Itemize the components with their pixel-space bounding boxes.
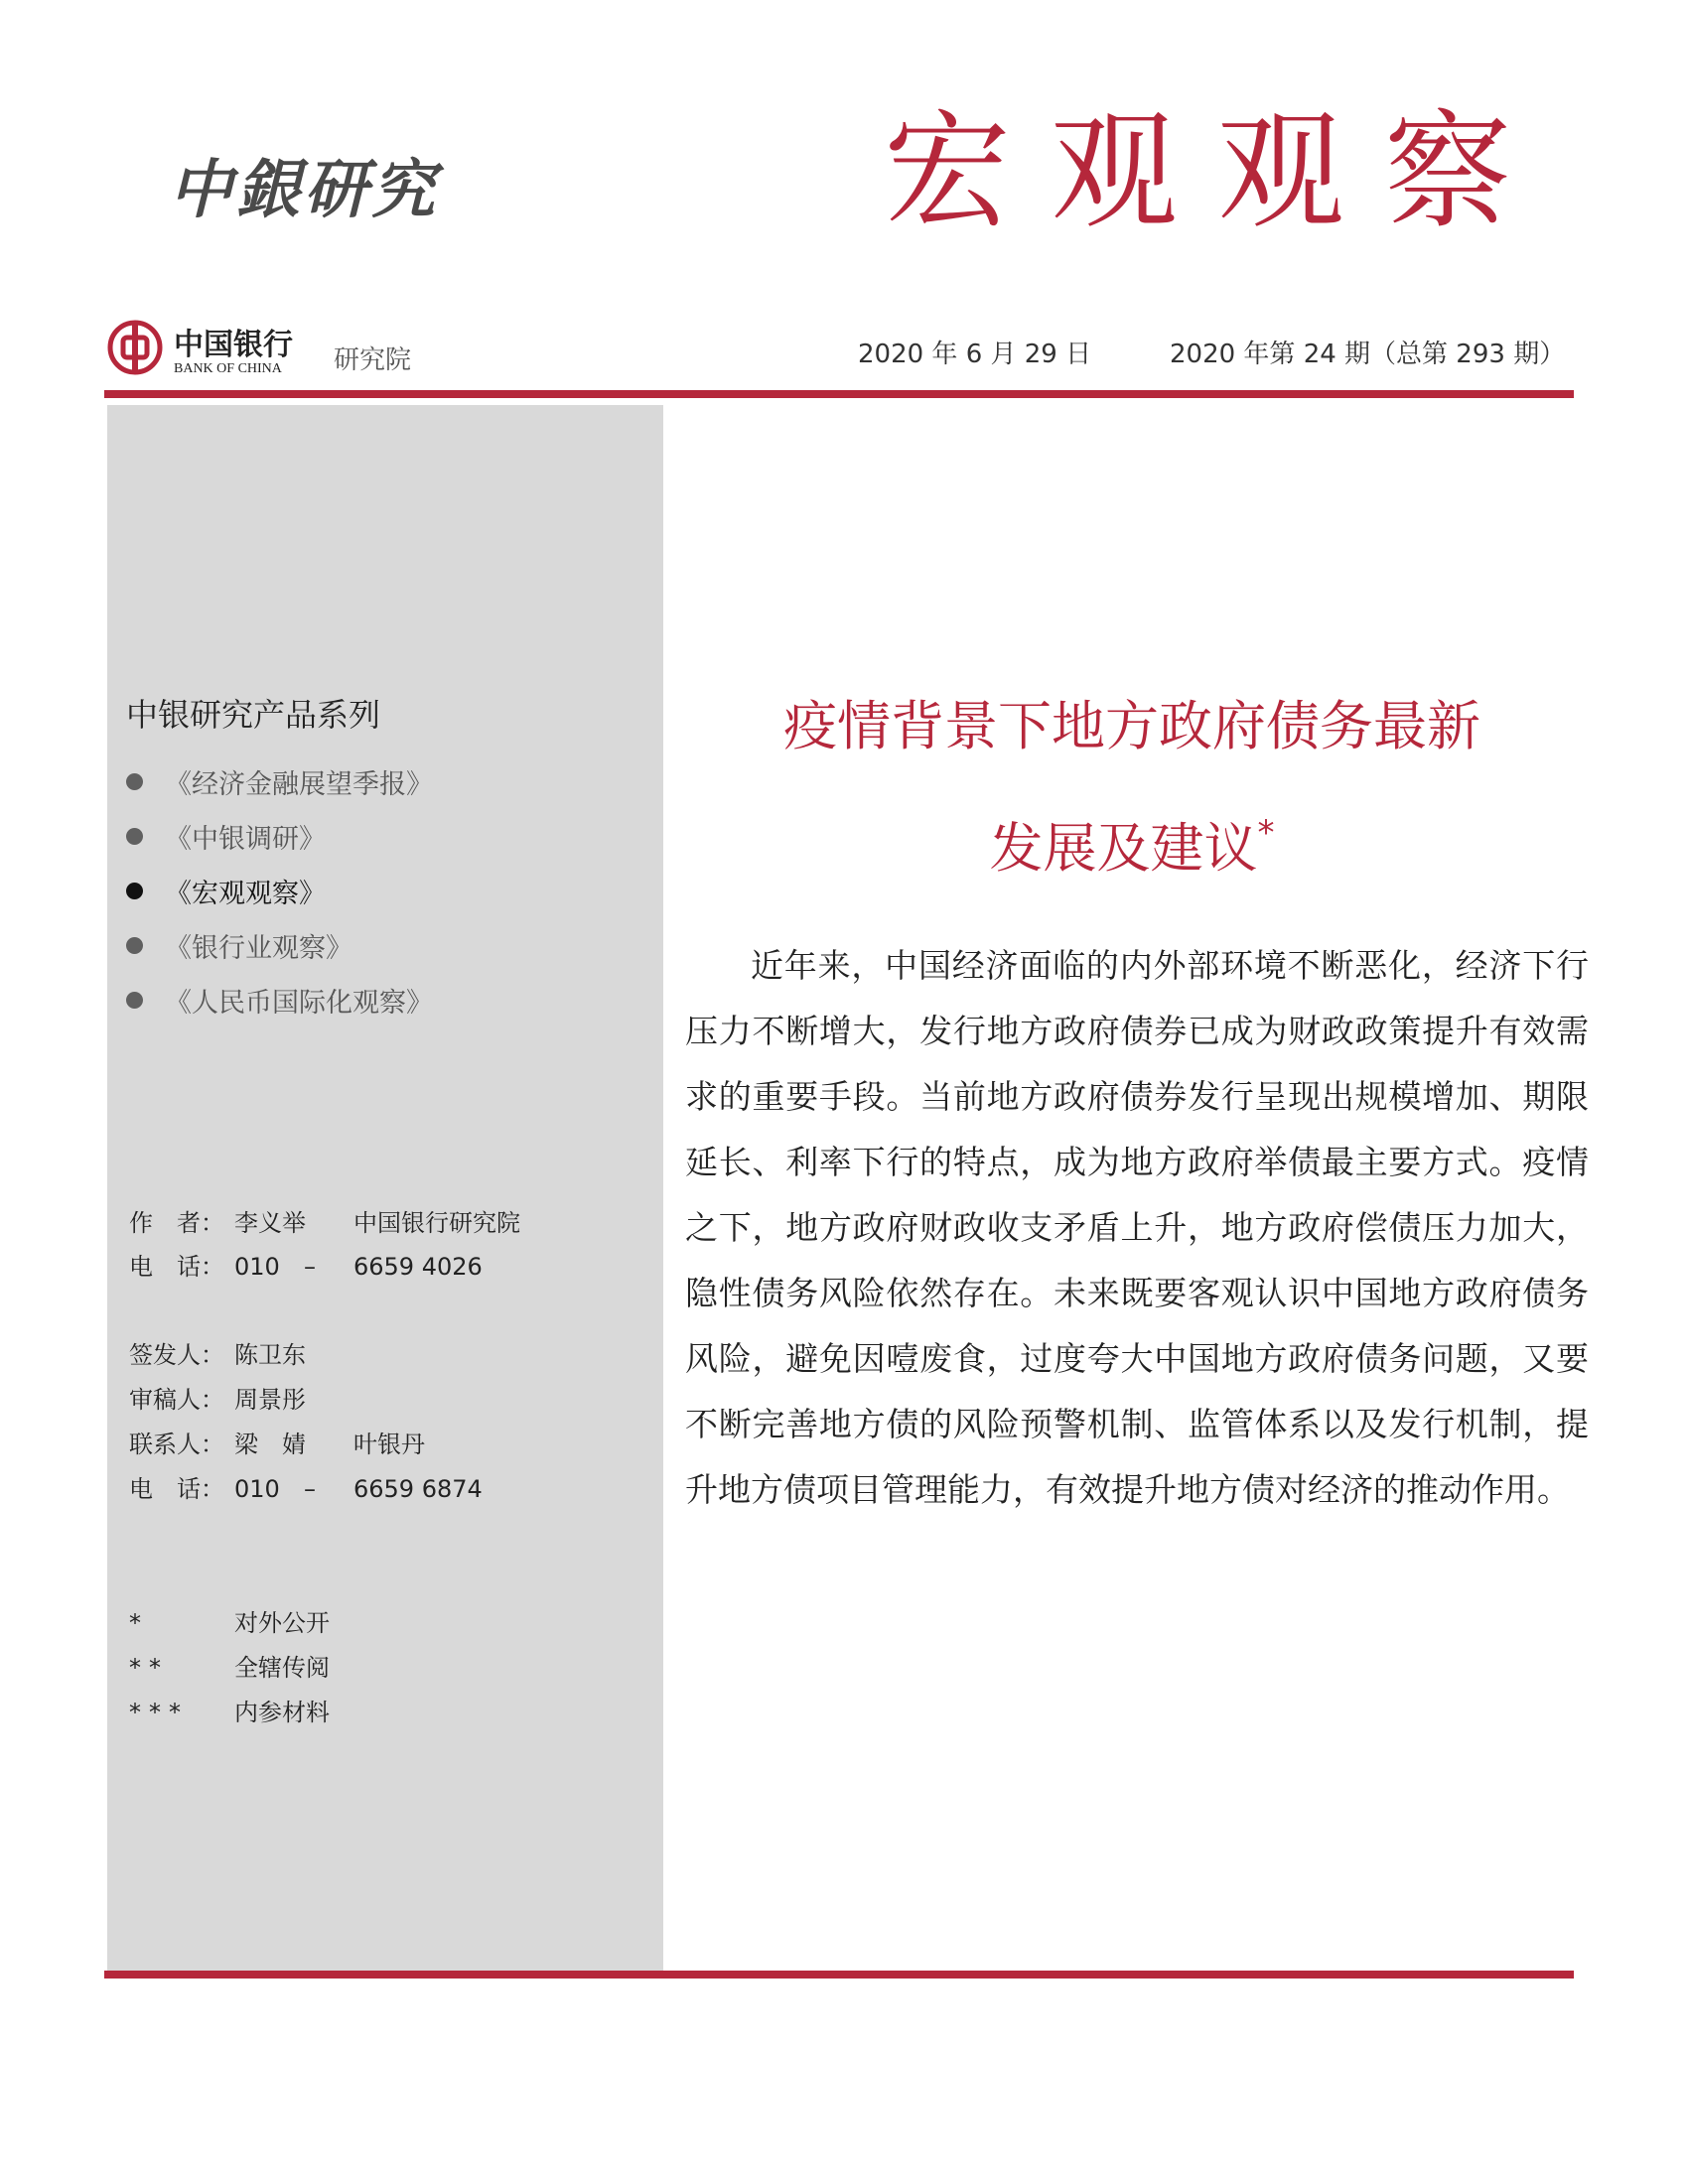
author-name: 李义举 [234,1209,306,1237]
access-level-internal: ** 全辖传阅 [129,1654,330,1682]
author-phone-line: 电 话： 010 – 6659 4026 [129,1253,483,1281]
series-item: 《中银调研》 [126,809,433,864]
institute-label: 研究院 [334,345,412,375]
bank-name-en: BANK OF CHINA [174,361,282,376]
sidebar-panel [107,405,663,1971]
title-footnote-mark: * [1257,813,1275,853]
issue-number: 2020 年第 24 期（总第 293 期） [1170,340,1566,369]
bullet-icon [126,773,143,790]
access-level-public: * 对外公开 [129,1609,330,1637]
reviewer-line: 审稿人： 周景彤 [129,1386,306,1414]
series-item-current: 《宏观观察》 [126,864,433,918]
series-item: 《经济金融展望季报》 [126,754,433,809]
author-line: 作 者： 李义举 中国银行研究院 [129,1203,520,1238]
footer-divider [104,1971,1574,1979]
article-abstract: 近年来，中国经济面临的内外部环境不断恶化，经济下行压力不断增大，发行地方政府债券已成为财政政策提升有效需求的重要手段。当前地方政府债券发行呈现出规模增加、期限延长、利率下行的特点，成为地方政府举债最主要方式。疫情之下，地方政府财政收支矛盾上升，地方政府偿债压力加大，隐性债务风险依然存在。未来既要客观认识中国地方政府债务风险，避免因噎废食，过度夸大中国地方政府债务问题，又要不断完善地方债的风险预警机制、监管体系以及发行机制，提升地方债项目管理能力，有效提升地方债对经济的推动作用。 [685,946,1589,1509]
access-level-restricted: *** 内参材料 [129,1699,330,1726]
publication-title: 宏观观察 [884,98,1552,246]
series-item: 《银行业观察》 [126,918,433,973]
contact-line: 联系人： 梁 婧 叶银丹 [129,1431,425,1458]
bullet-icon [126,828,143,845]
series-list [126,754,433,1027]
bank-of-china-logo-icon [107,320,163,375]
contact-phone: 6659 6874 [353,1475,483,1503]
issuer-line: 签发人： 陈卫东 [129,1341,306,1369]
bank-name-cn: 中国银行 [174,328,293,362]
series-title: 中银研究产品系列 [126,696,381,734]
author-phone: 6659 4026 [353,1253,483,1281]
article-title-line-1: 疫情背景下地方政府债务最新 [783,695,1480,757]
contact-phone-line: 电 话： 010 – 6659 6874 [129,1475,483,1503]
publication-date: 2020 年 6 月 29 日 [858,340,1092,369]
bullet-icon [126,883,143,899]
brand-calligraphy-logo: 中銀研究 [169,153,439,227]
header-divider [104,390,1574,398]
bullet-icon [126,992,143,1009]
series-item: 《人民币国际化观察》 [126,973,433,1027]
article-title-line-2: 发展及建议* [989,813,1275,880]
author-org: 中国银行研究院 [353,1209,520,1237]
bullet-icon [126,937,143,954]
